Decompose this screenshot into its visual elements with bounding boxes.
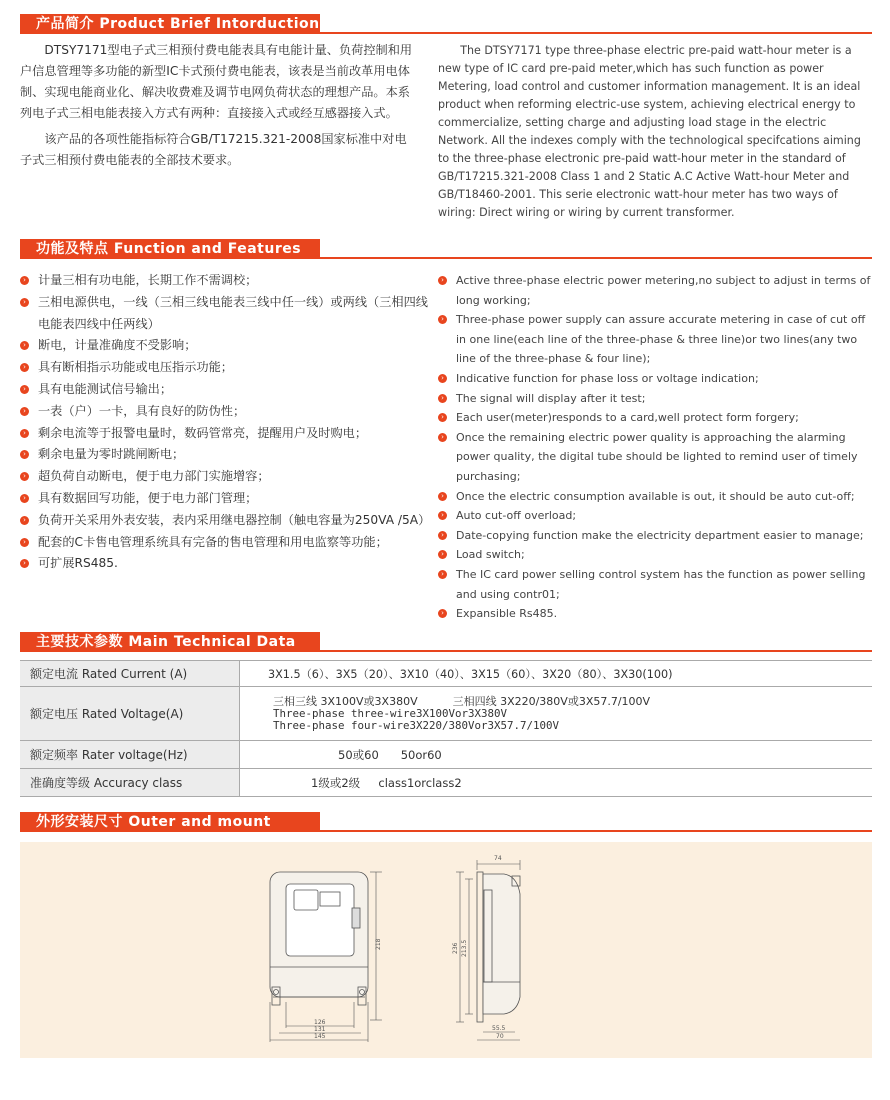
list-item: › Indicative function for phase loss or voltage indication; (438, 369, 876, 389)
bullet-icon: › (20, 559, 29, 568)
list-item: › Active three-phase electric power metering,no subject to adjust in terms of long working; (438, 271, 876, 310)
row-value: 三相三线 3X100V或3X380V 三相四线 3X220/380V或3X57.7/100V Three-phase three-wire3X100Vor3X380V Three-phase four-wire3X220/380Vor3X57.7/100V (240, 687, 873, 741)
list-item: › Date-copying function make the electricity department easier to manage; (438, 526, 876, 546)
bullet-icon: › (438, 511, 447, 520)
list-item: › 断电，计量准确度不受影响； (20, 335, 435, 357)
bullet-icon: › (20, 494, 29, 503)
list-item: › Each user(meter)responds to a card,well protect form forgery; (438, 408, 876, 428)
features-en-list (438, 271, 876, 624)
list-item: › 一表（户）一卡，具有良好的防伪性； (20, 401, 435, 423)
list-item: › 剩余电量为零时跳闸断电； (20, 444, 435, 466)
intro-title: 产品简介 Product Brief Intorduction (20, 14, 320, 34)
intro-cn-text (20, 40, 415, 171)
bullet-icon: › (20, 429, 29, 438)
dimension-drawing-panel (20, 842, 872, 1058)
bullet-icon: › (438, 570, 447, 579)
row-label: 额定频率 Rater voltage(Hz) (20, 741, 240, 769)
bullet-icon: › (438, 550, 447, 559)
bullet-icon: › (20, 341, 29, 350)
row-label: 额定电压 Rated Voltage(A) (20, 687, 240, 741)
table-row (20, 741, 872, 769)
features-header (20, 239, 872, 259)
intro-header-rule (20, 32, 872, 34)
side-view-meter (477, 872, 520, 1022)
tech-header-rule (20, 650, 872, 652)
list-item: › Once the remaining electric power quality is approaching the alarming power quality, the digital tube should be lighted to remind user of timely purchasing; (438, 428, 876, 487)
bullet-icon: › (20, 516, 29, 525)
list-item: › Load switch; (438, 545, 876, 565)
side-bottom-label-2: 70 (496, 1033, 504, 1040)
front-width-label-2: 131 (314, 1026, 326, 1033)
bullet-icon: › (438, 394, 447, 403)
list-item: › The IC card power selling control system has the function as power selling and using contr01; (438, 565, 876, 604)
table-row (20, 661, 872, 687)
dimension-header (20, 812, 872, 832)
front-view-meter (270, 872, 368, 1005)
features-title: 功能及特点 Function and Features (20, 239, 320, 259)
bullet-icon: › (438, 433, 447, 442)
row-label: 准确度等级 Accuracy class (20, 769, 240, 797)
list-item: › 超负荷自动断电，便于电力部门实施增容； (20, 466, 435, 488)
intro-header (20, 14, 872, 34)
list-item: › 具有电能测试信号输出； (20, 379, 435, 401)
side-bottom-label-1: 55.5 (492, 1025, 506, 1032)
tech-header (20, 632, 872, 652)
list-item: › 具有数据回写功能，便于电力部门管理； (20, 488, 435, 510)
features-cn-list (20, 270, 435, 575)
side-top-label: 74 (494, 855, 502, 862)
bullet-icon: › (438, 374, 447, 383)
row-value: 1级或2级 class1orclass2 (240, 769, 873, 797)
tech-title: 主要技术参数 Main Technical Data (20, 632, 320, 652)
list-item: › The signal will display after it test; (438, 389, 876, 409)
list-item: › Once the electric consumption available is out, it should be auto cut-off; (438, 487, 876, 507)
dimension-header-rule (20, 830, 872, 832)
intro-en-paragraph: The DTSY7171 type three-phase electric pre-paid watt-hour meter is a new type of IC card pre-paid meter,which has such function as power Metering, load control and customer information management. It is an ideal product when reforming electric-use system, achieving electrical energy to commercialize, setting charge and adjusting load stage in the electric Network. All the indexes comply with the technological specifcations aiming to the three-phase electronic pre-paid watt-hour meter in the standard of GB/T17215.321-2008 Class 1 and 2 Static A.C Active Watt-hour Meter and GB/T18460-2001. This serie electronic watt-hour meter has two ways of wiring: Direct wiring or wiring by current transformer. (438, 44, 861, 219)
list-item: › 计量三相有功电能，长期工作不需调校； (20, 270, 435, 292)
row-label: 额定电流 Rated Current (A) (20, 661, 240, 687)
tech-table (20, 660, 872, 797)
bullet-icon: › (20, 538, 29, 547)
bullet-icon: › (20, 385, 29, 394)
features-header-rule (20, 257, 872, 259)
bullet-icon: › (20, 450, 29, 459)
bullet-icon: › (20, 298, 29, 307)
list-item: › Expansible Rs485. (438, 604, 876, 624)
bullet-icon: › (20, 472, 29, 481)
bullet-icon: › (20, 407, 29, 416)
bullet-icon: › (438, 413, 447, 422)
front-height-label: 218 (375, 938, 382, 950)
bullet-icon: › (438, 492, 447, 501)
table-row (20, 769, 872, 797)
bullet-icon: › (20, 363, 29, 372)
intro-en-text (438, 42, 872, 222)
list-item: › 负荷开关采用外表安装，表内采用继电器控制（触电容量为250VA /5A） (20, 510, 435, 532)
bullet-icon: › (438, 315, 447, 324)
intro-cn-paragraph-2: 该产品的各项性能指标符合GB/T17215.321-2008国家标准中对电子式三相预付费电能表的全部技术要求。 (20, 132, 407, 167)
bullet-icon: › (438, 609, 447, 618)
intro-cn-paragraph-1: DTSY7171型电子式三相预付费电能表具有电能计量、负荷控制和用户信息管理等多功能的新型IC卡式预付费电能表，该表是当前改革用电体制、实现电能商业化、解决收费难及调节电网负荷状态的理想产品。本系列电子式三相电能表接入方式有两种：直接接入式或经互感器接入式。 (20, 43, 413, 120)
list-item: › Auto cut-off overload; (438, 506, 876, 526)
front-width-label-1: 126 (314, 1019, 326, 1026)
side-height-label-1: 236 (452, 942, 459, 954)
dimension-drawing (20, 842, 872, 1058)
row-value: 3X1.5（6）、3X5（20）、3X10（40）、3X15（60）、3X20（80）、3X30(100) (240, 661, 873, 687)
list-item: › 剩余电流等于报警电量时，数码管常亮，提醒用户及时购电； (20, 423, 435, 445)
dimension-title: 外形安装尺寸 Outer and mount (20, 812, 320, 832)
table-row (20, 687, 872, 741)
bullet-icon: › (438, 276, 447, 285)
bullet-icon: › (438, 531, 447, 540)
list-item: › 可扩展RS485. (20, 553, 435, 575)
front-width-label-3: 145 (314, 1033, 326, 1040)
list-item: › 具有断相指示功能或电压指示功能； (20, 357, 435, 379)
list-item: › 配套的C卡售电管理系统具有完备的售电管理和用电监察等功能； (20, 532, 435, 554)
row-value: 50或60 50or60 (240, 741, 873, 769)
side-height-label-2: 213.5 (461, 939, 468, 957)
list-item: › Three-phase power supply can assure accurate metering in case of cut off in one line(each line of the three-phase & three line)or two lines(any two line of the three-phase & four line); (438, 310, 876, 369)
bullet-icon: › (20, 276, 29, 285)
list-item: › 三相电源供电，一线（三相三线电能表三线中任一线）或两线（三相四线电能表四线中任两线） (20, 292, 435, 336)
